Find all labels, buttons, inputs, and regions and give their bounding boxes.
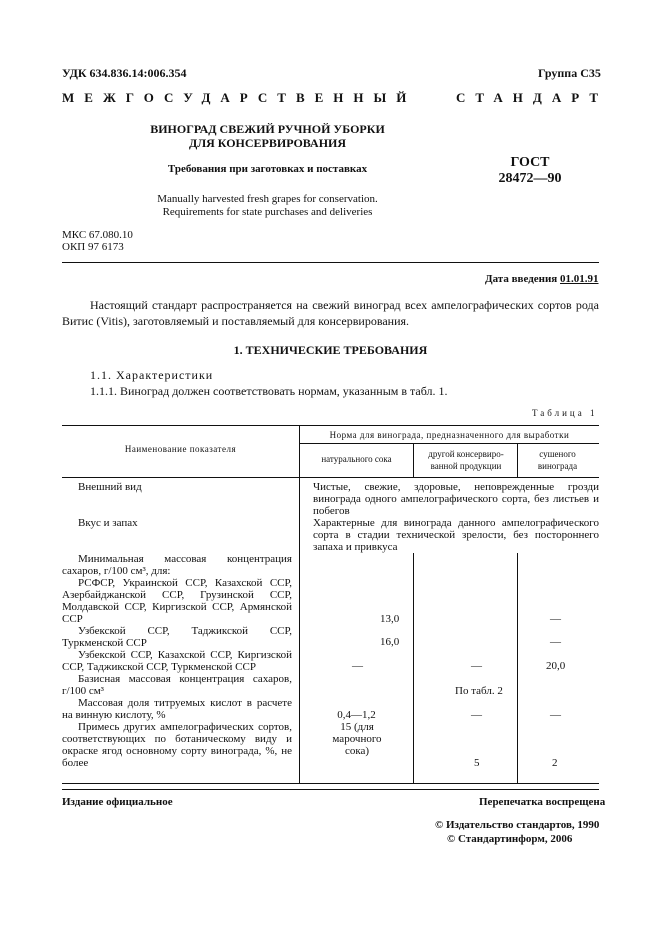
clause-1-1: 1.1. Характеристики	[90, 368, 214, 382]
row-acid-dried: —	[550, 709, 561, 721]
copyright-1: © Издательство стандартов, 1990	[435, 819, 600, 831]
row-sugar-region2-label: Узбекской ССР, Таджикской ССР, Туркменской ССР	[62, 625, 292, 649]
table-col-divider	[517, 443, 518, 477]
row-acid-label: Массовая доля титруемых кислот в расчете на винную кислоту, %	[62, 697, 292, 721]
subtitle: Требования при заготовках и поставках	[167, 163, 368, 175]
row-admixture-other: 5	[474, 757, 480, 769]
table-col-divider	[413, 553, 414, 783]
table-col-divider	[299, 425, 300, 783]
interstate-label: МЕЖГОСУДАРСТВЕННЫЙ	[62, 90, 417, 105]
row-sugar-region2-juice: 16,0	[380, 636, 400, 648]
row-sugar-region3-other: —	[471, 660, 482, 672]
divider	[62, 262, 599, 263]
row-admixture-juice: 15 (для марочного сока)	[332, 721, 382, 757]
clause-1-1-1: 1.1.1. Виноград должен соответствовать нормам, указанным в табл. 1.	[90, 384, 448, 398]
section-title: 1. ТЕХНИЧЕСКИЕ ТРЕБОВАНИЯ	[233, 343, 428, 357]
reprint-notice: Перепечатка воспрещена	[479, 796, 606, 808]
header-natural-juice: натурального сока	[321, 454, 392, 464]
english-title-line1: Manually harvested fresh grapes for conservation.	[157, 193, 378, 205]
table-col-divider	[413, 443, 414, 477]
row-acid-juice: 0,4—1,2	[337, 709, 376, 721]
group-code: Группа С35	[538, 66, 601, 80]
udk-code: УДК 634.836.14:006.354	[62, 66, 187, 80]
table-header-divider	[300, 443, 599, 444]
english-title-line2: Requirements for state purchases and deliveries	[162, 206, 373, 218]
row-sugar-region3-dried: 20,0	[546, 660, 566, 672]
intro-paragraph: Настоящий стандарт распространяется на свежий виноград всех ампелографических сортов рода Витис (Vitis), заготовляемый и поставляемый для консервирования.	[62, 298, 599, 328]
standard-label: СТАНДАРТ	[456, 90, 609, 105]
table-col-divider	[517, 553, 518, 783]
row-admixture-label: Примесь других ампелографических сортов, соответствующих по ботаническому виду и окраске ягод основному сорту винограда, %, не более	[62, 721, 292, 769]
row-admixture-dried: 2	[552, 757, 558, 769]
row-sugar-region2-dried: —	[550, 636, 561, 648]
intro-date	[485, 273, 599, 285]
table-bottom-border	[62, 783, 599, 784]
row-appearance-label: Внешний вид	[78, 481, 142, 493]
row-taste-value: Характерные для винограда данного ампелографического сорта в стадии технической зрелости, без постороннего запаха и привкуса	[313, 517, 599, 553]
row-sugar-region1-juice: 13,0	[380, 613, 400, 625]
row-basic-sugar-label: Базисная массовая концентрация сахаров, г/100 см³	[62, 673, 292, 697]
header-other-canned: другой консервиро-ванной продукции	[428, 449, 504, 471]
footer-divider	[62, 789, 599, 790]
intro-date-value: 01.01.91	[560, 273, 599, 285]
okp-code: ОКП 97 6173	[62, 241, 124, 253]
table-top-border	[62, 425, 599, 426]
row-sugar-label: Минимальная массовая концентрация сахаров, г/100 см³, для:	[62, 553, 292, 577]
header-norm: Норма для винограда, предназначенного для выработки	[329, 430, 570, 440]
row-taste-label: Вкус и запах	[78, 517, 138, 529]
mks-code: МКС 67.080.10	[62, 229, 133, 241]
header-parameter: Наименование показателя	[124, 444, 237, 454]
copyright-2: © Стандартинформ, 2006	[447, 833, 573, 845]
header-dried-grapes: сушеного винограда	[537, 449, 578, 471]
gost-label: ГОСТ	[510, 155, 550, 170]
table-header-bottom	[62, 477, 599, 478]
row-appearance-value: Чистые, свежие, здоровые, неповрежденные грозди винограда одного ампелографического сорта, без листьев и побегов	[313, 481, 599, 517]
row-basic-sugar-value: По табл. 2	[455, 685, 503, 697]
row-sugar-region1-dried: —	[550, 613, 561, 625]
row-sugar-region1-label: РСФСР, Украинской ССР, Казахской ССР, Азербайджанской ССР, Грузинской ССР, Молдавской ССР, Киргизской ССР, Армянской ССР	[62, 577, 292, 625]
table-label: Таблица 1	[532, 408, 598, 418]
gost-number: 28472—90	[498, 171, 562, 186]
official-edition: Издание официальное	[62, 796, 173, 808]
row-sugar-region3-label: Узбекской ССР, Казахской ССР, Киргизской ССР, Таджикской ССР, Туркменской ССР	[62, 649, 292, 673]
intro-date-label: Дата введения	[485, 273, 558, 285]
row-sugar-region3-juice: —	[352, 660, 363, 672]
row-acid-other: —	[471, 709, 482, 721]
title-line1: ВИНОГРАД СВЕЖИЙ РУЧНОЙ УБОРКИ	[150, 122, 385, 136]
title-line2: ДЛЯ КОНСЕРВИРОВАНИЯ	[188, 136, 347, 150]
